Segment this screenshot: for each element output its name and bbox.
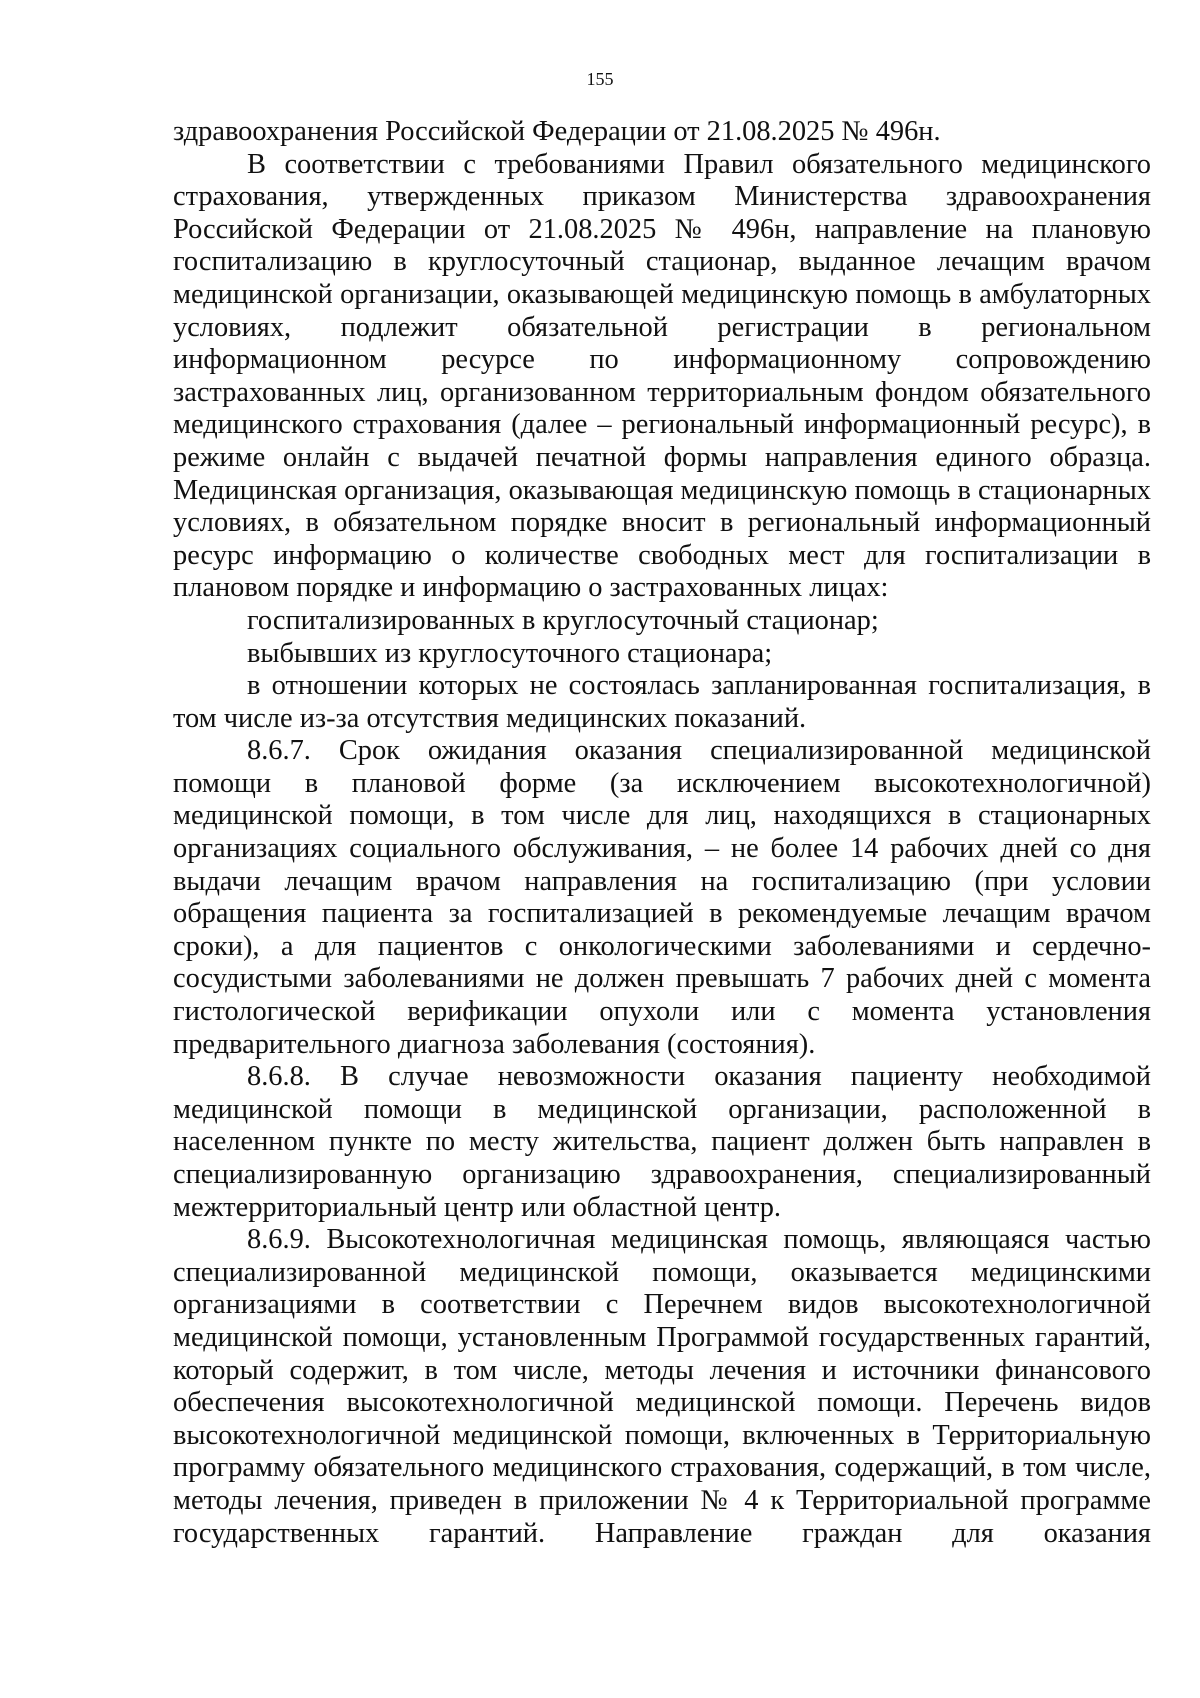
paragraph-list-item-hospitalized: госпитализированных в круглосуточный стационар;: [247, 604, 879, 636]
document-body: [173, 116, 1151, 1550]
paragraph-list-item-discharged: выбывших из круглосуточного стационара;: [247, 637, 773, 669]
paragraph-section-8-6-9: 8.6.9. Высокотехнологичная медицинская помощь, являющаяся частью специализированной медицинской помощи, оказывается медицинскими организациями в соответствии с Перечнем видов высокотехнологичной медицинской помощи, установленным Программой государственных гарантий, который содержит, в том числе, методы лечения и источники финансового обеспечения высокотехнологичной медицинской помощи. Перечень видов высокотехнологичной медицинской помощи, включенных в Территориальную программу обязательного медицинского страхования, содержащий, в том числе, методы лечения, приведен в приложении № 4 к Территориальной программе государственных гарантий. Направление граждан для оказания: [173, 1224, 1151, 1549]
paragraph-oms-rules: В соответствии с требованиями Правил обязательного медицинского страхования, утвержденных приказом Министерства здравоохранения Российской Федерации от 21.08.2025 № 496н, направление на плановую госпитализацию в круглосуточный стационар, выданное лечащим врачом медицинской организации, оказывающей медицинскую помощь в амбулаторных условиях, подлежит обязательной регистрации в региональном информационном ресурсе по информационному сопровождению застрахованных лиц, организованном территориальным фондом обязательного медицинского страхования (далее – региональный информационный ресурс), в режиме онлайн с выдачей печатной формы направления единого образца. Медицинская организация, оказывающая медицинскую помощь в стационарных условиях, в обязательном порядке вносит в региональный информационный ресурс информацию о количестве свободных мест для госпитализации в плановом порядке и информацию о застрахованных лицах:: [173, 148, 1151, 604]
paragraph-continuation: здравоохранения Российской Федерации от 21.08.2025 № 496н.: [173, 116, 941, 147]
paragraph-section-8-6-8: 8.6.8. В случае невозможности оказания пациенту необходимой медицинской помощи в медицинской организации, расположенной в населенном пункте по месту жительства, пациент должен быть направлен в специализированную организацию здравоохранения, специализированный межтерриториальный центр или областной центр.: [173, 1061, 1151, 1223]
paragraph-section-8-6-7: 8.6.7. Срок ожидания оказания специализированной медицинской помощи в плановой форме (за исключением высокотехнологичной) медицинской помощи, в том числе для лиц, находящихся в стационарных организациях социального обслуживания, – не более 14 рабочих дней со дня выдачи лечащим врачом направления на госпитализацию (при условии обращения пациента за госпитализацией в рекомендуемые лечащим врачом сроки), а для пациентов с онкологическими заболеваниями и сердечно-сосудистыми заболеваниями не должен превышать 7 рабочих дней с момента гистологической верификации опухоли или с момента установления предварительного диагноза заболевания (состояния).: [173, 735, 1151, 1060]
page-number: 155: [586, 69, 614, 89]
paragraph-list-item-not-hospitalized: в отношении которых не состоялась запланированная госпитализация, в том числе из-за отсутствия медицинских показаний.: [173, 670, 1151, 734]
